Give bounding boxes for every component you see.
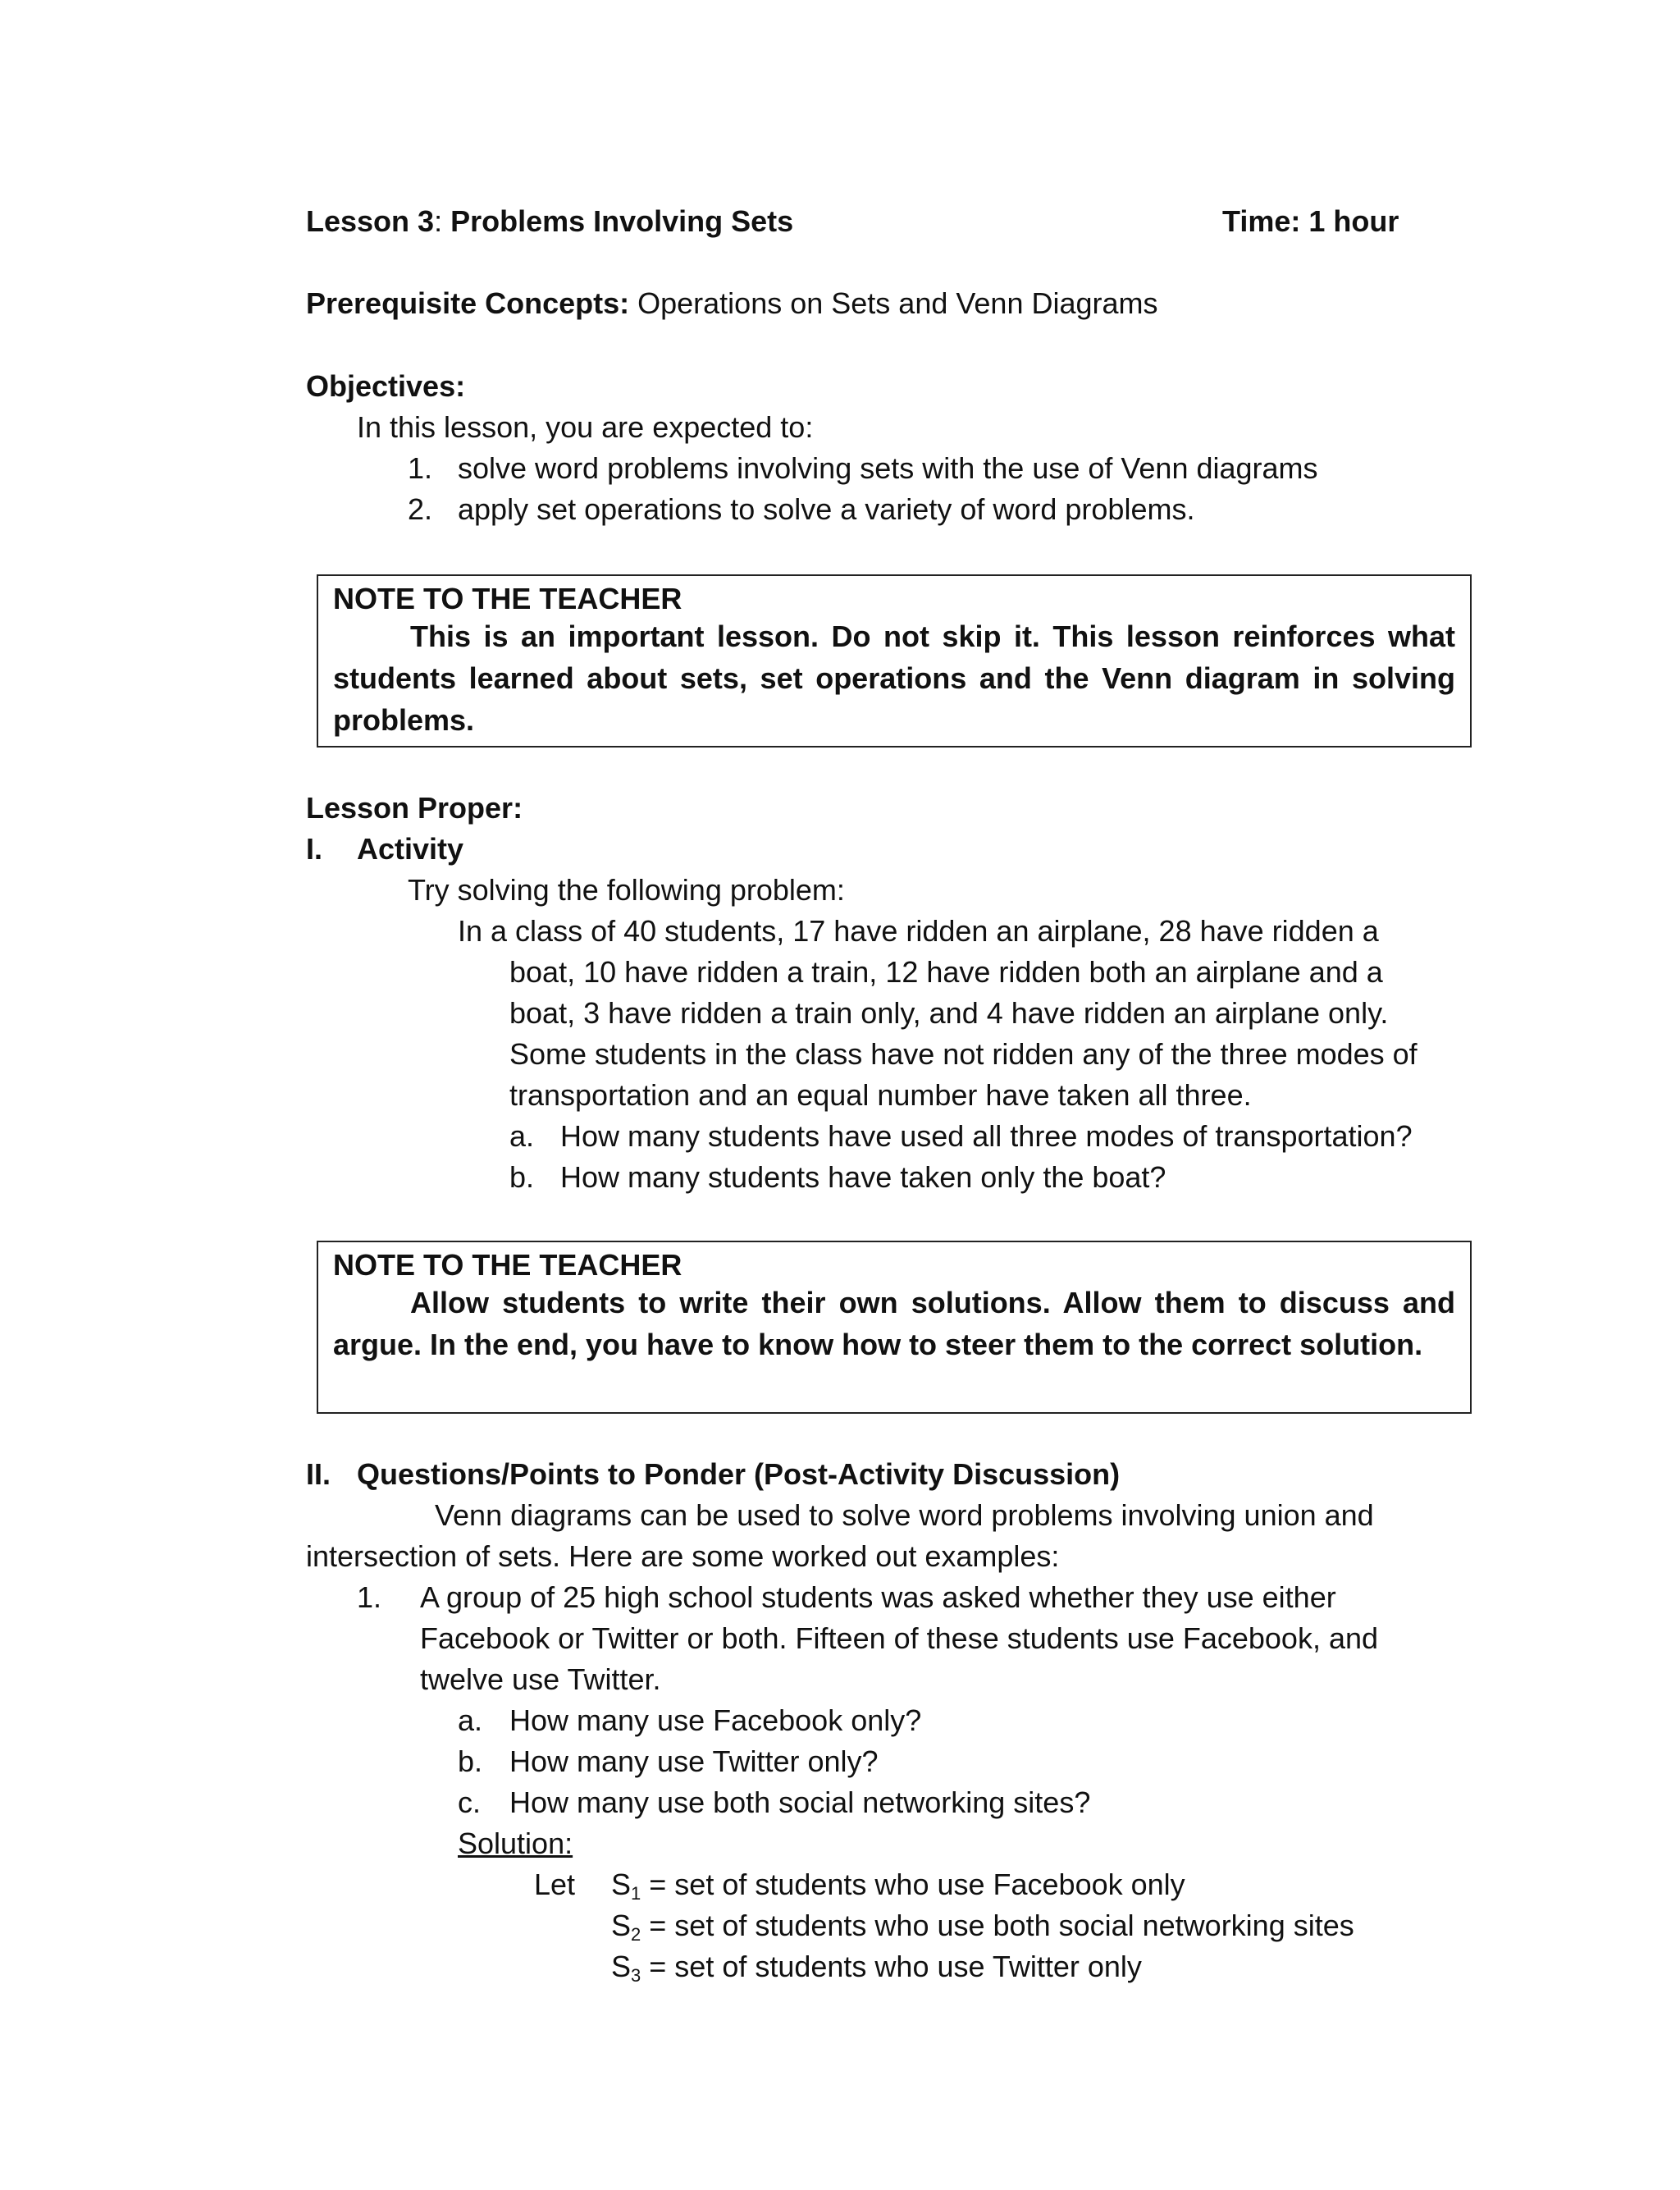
objective-item: apply set operations to solve a variety of word problems.	[458, 492, 1195, 526]
question-letter: b.	[509, 1160, 535, 1194]
objective-item: solve word problems involving sets with the use of Venn diagrams	[458, 451, 1318, 485]
lesson-title: Problems Involving Sets	[450, 204, 794, 238]
question-text: How many students have taken only the boat?	[560, 1160, 1166, 1194]
example-number: 1.	[357, 1580, 382, 1614]
section-intro: intersection of sets. Here are some worked out examples:	[306, 1539, 1060, 1573]
objective-num: 2.	[408, 492, 433, 526]
problem-line: boat, 10 have ridden a train, 12 have ridden both an airplane and a	[509, 955, 1383, 989]
example-line: twelve use Twitter.	[420, 1662, 661, 1696]
set-definition	[611, 1909, 1354, 1945]
problem-line: transportation and an equal number have taken all three.	[509, 1078, 1252, 1112]
set-definition-text: = set of students who use Facebook only	[641, 1868, 1185, 1901]
solution-label: Solution:	[458, 1827, 573, 1860]
example-line: Facebook or Twitter or both. Fifteen of these students use Facebook, and	[420, 1621, 1379, 1655]
let-word: Let	[534, 1868, 576, 1901]
lesson-proper-heading: Lesson Proper:	[306, 791, 523, 825]
set-definition	[611, 1868, 1185, 1904]
objectives-intro: In this lesson, you are expected to:	[357, 410, 814, 444]
section-title: Activity	[357, 832, 464, 866]
set-symbol: S	[611, 1868, 632, 1901]
question-letter: a.	[458, 1703, 483, 1737]
set-definition-text: = set of students who use Twitter only	[641, 1950, 1142, 1983]
question-letter: c.	[458, 1785, 482, 1819]
problem-line: Some students in the class have not ridden any of the three modes of	[509, 1037, 1418, 1071]
problem-line: In a class of 40 students, 17 have ridden an airplane, 28 have ridden a	[458, 914, 1379, 948]
set-subscript: 1	[631, 1883, 641, 1904]
prerequisite-line	[306, 286, 1158, 320]
activity-intro: Try solving the following problem:	[408, 873, 845, 907]
question-letter: b.	[458, 1744, 483, 1778]
teacher-note-box	[317, 574, 1472, 748]
lesson-time: Time: 1 hour	[1222, 204, 1399, 238]
set-symbol: S	[611, 1909, 632, 1942]
teacher-note-heading: NOTE TO THE TEACHER	[333, 1248, 682, 1282]
prerequisite-label: Prerequisite Concepts:	[306, 286, 630, 320]
set-subscript: 2	[631, 1924, 641, 1945]
objective-num: 1.	[408, 451, 433, 485]
teacher-note-box	[317, 1241, 1472, 1414]
teacher-note-body: This is an important lesson. Do not skip it. This lesson reinforces what students learned about sets, set operations and the Venn diagram in solving problems.	[333, 620, 1455, 737]
problem-line: boat, 3 have ridden a train only, and 4 have ridden an airplane only.	[509, 996, 1389, 1030]
example-line: A group of 25 high school students was asked whether they use either	[420, 1580, 1336, 1614]
section-intro: Venn diagrams can be used to solve word problems involving union and	[435, 1498, 1374, 1532]
teacher-note-body: Allow students to write their own solutions. Allow them to discuss and argue. In the end, you have to know how to steer them to the correct solution.	[333, 1286, 1455, 1361]
set-definition-text: = set of students who use both social networking sites	[641, 1909, 1354, 1942]
question-letter: a.	[509, 1119, 535, 1153]
question-text: How many use both social networking sites?	[509, 1785, 1091, 1819]
section-number: I.	[306, 832, 323, 866]
set-symbol: S	[611, 1950, 632, 1983]
teacher-note-heading: NOTE TO THE TEACHER	[333, 582, 682, 615]
set-definition	[611, 1950, 1142, 1986]
prerequisite-text: Operations on Sets and Venn Diagrams	[637, 286, 1158, 320]
lesson-label: Lesson 3	[306, 204, 435, 238]
question-text: How many use Twitter only?	[509, 1744, 879, 1778]
question-text: How many use Facebook only?	[509, 1703, 922, 1737]
set-subscript: 3	[631, 1965, 641, 1986]
lesson-header: Lesson 3: Problems Involving Sets	[306, 204, 794, 238]
objectives-heading: Objectives:	[306, 369, 466, 403]
question-text: How many students have used all three modes of transportation?	[560, 1119, 1413, 1153]
section-title: Questions/Points to Ponder (Post-Activity Discussion)	[357, 1457, 1121, 1491]
section-number: II.	[306, 1457, 331, 1491]
